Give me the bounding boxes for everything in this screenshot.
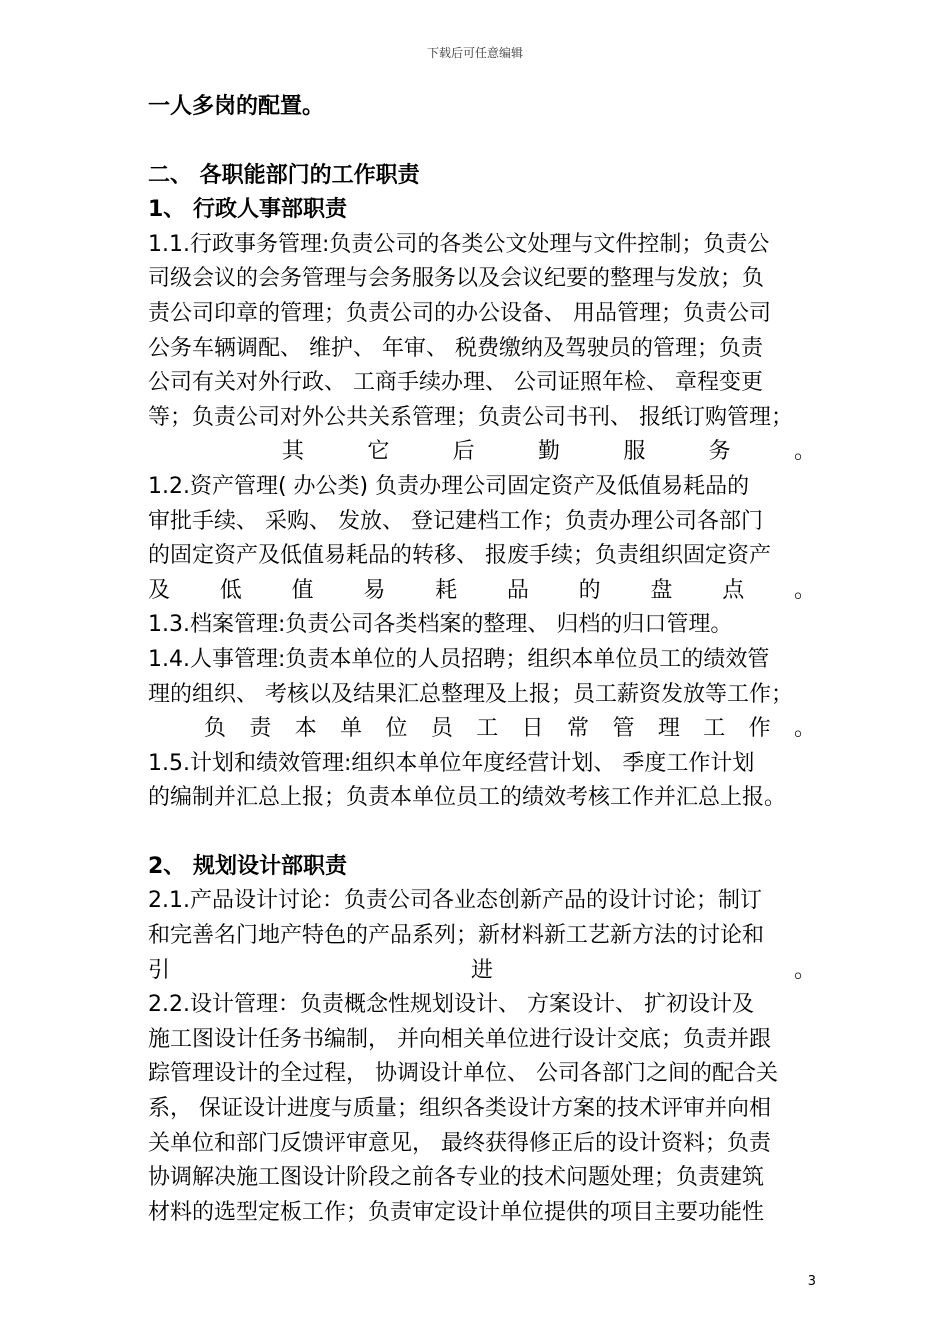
paragraph-line: 关单位和部门反馈评审意见， 最终获得修正后的设计资料；负责 <box>148 1130 771 1156</box>
paragraph-line: 一人多岗的配置。 <box>148 94 325 119</box>
paragraph-line: 1.4.人事管理:负责本单位的人员招聘；组织本单位员工的绩效管 <box>148 646 770 672</box>
paragraph-line: 2.1.产品设计讨论：负责公司各业态创新产品的设计讨论；制订 <box>148 888 762 914</box>
paragraph-line: 材料的选型定板工作；负责审定设计单位提供的项目主要功能性 <box>148 1199 765 1225</box>
paragraph-line: 司级会议的会务管理与会务服务以及会议纪要的整理与发放；负 <box>148 266 765 292</box>
paragraph-line: 等；负责公司对外公共关系管理；负责公司书刊、 报纸订购管理； <box>148 404 793 430</box>
paragraph-line: 责公司印章的管理；负责公司的办公设备、 用品管理；负责公司 <box>148 300 771 326</box>
paragraph-line: 施工图设计任务书编制， 并向相关单位进行设计交底；负责并跟 <box>148 1026 771 1052</box>
subsection-heading: 1、 行政人事部职责 <box>148 197 347 223</box>
paragraph-line: 的编制并汇总上报；负责本单位员工的绩效考核工作并汇总上报。 <box>148 785 787 811</box>
paragraph-line: 其它后勤服务。 <box>282 439 816 465</box>
paragraph-line: 1.1.行政事务管理:负责公司的各类公文处理与文件控制；负责公 <box>148 231 770 257</box>
paragraph-line: 公务车辆调配、 维护、 年审、 税费缴纳及驾驶员的管理；负责 <box>148 335 763 361</box>
paragraph-line: 系， 保证设计进度与质量；组织各类设计方案的技术评审并向相 <box>148 1096 771 1122</box>
page-header: 下载后可任意编辑 <box>426 46 523 60</box>
document-body <box>148 90 816 1230</box>
paragraph-line: 2.2.设计管理：负责概念性规划设计、 方案设计、 扩初设计及 <box>148 992 754 1018</box>
paragraph-line: 协调解决施工图设计阶段之前各专业的技术问题处理；负责建筑 <box>148 1165 765 1191</box>
section-heading: 二、 各职能部门的工作职责 <box>148 162 420 188</box>
paragraph-line: 1.3.档案管理:负责公司各类档案的整理、 归档的归口管理。 <box>148 612 733 638</box>
paragraph-line: 负责本单位员工日常管理工作。 <box>204 716 816 742</box>
paragraph-line: 踪管理设计的全过程， 协调设计单位、 公司各部门之间的配合关 <box>148 1061 778 1087</box>
paragraph-line: 审批手续、 采购、 发放、 登记建档工作；负责办理公司各部门 <box>148 508 763 534</box>
paragraph-line: 公司有关对外行政、 工商手续办理、 公司证照年检、 章程变更 <box>148 370 763 396</box>
paragraph-line: 引进。 <box>148 957 816 983</box>
paragraph-line: 及低值易耗品的盘点。 <box>148 577 816 603</box>
subsection-heading: 2、 规划设计部职责 <box>148 853 347 879</box>
paragraph-line: 1.2.资产管理( 办公类) 负责办理公司固定资产及低值易耗品的 <box>148 473 750 499</box>
paragraph-line: 1.5.计划和绩效管理:组织本单位年度经营计划、 季度工作计划 <box>148 750 755 776</box>
page-number: 3 <box>807 1274 816 1289</box>
paragraph-line: 的固定资产及低值易耗品的转移、 报废手续；负责组织固定资产 <box>148 543 771 569</box>
paragraph-line: 和完善名门地产特色的产品系列；新材料新工艺新方法的讨论和 <box>148 923 765 949</box>
paragraph-line: 理的组织、 考核以及结果汇总整理及上报；员工薪资发放等工作； <box>148 681 793 707</box>
